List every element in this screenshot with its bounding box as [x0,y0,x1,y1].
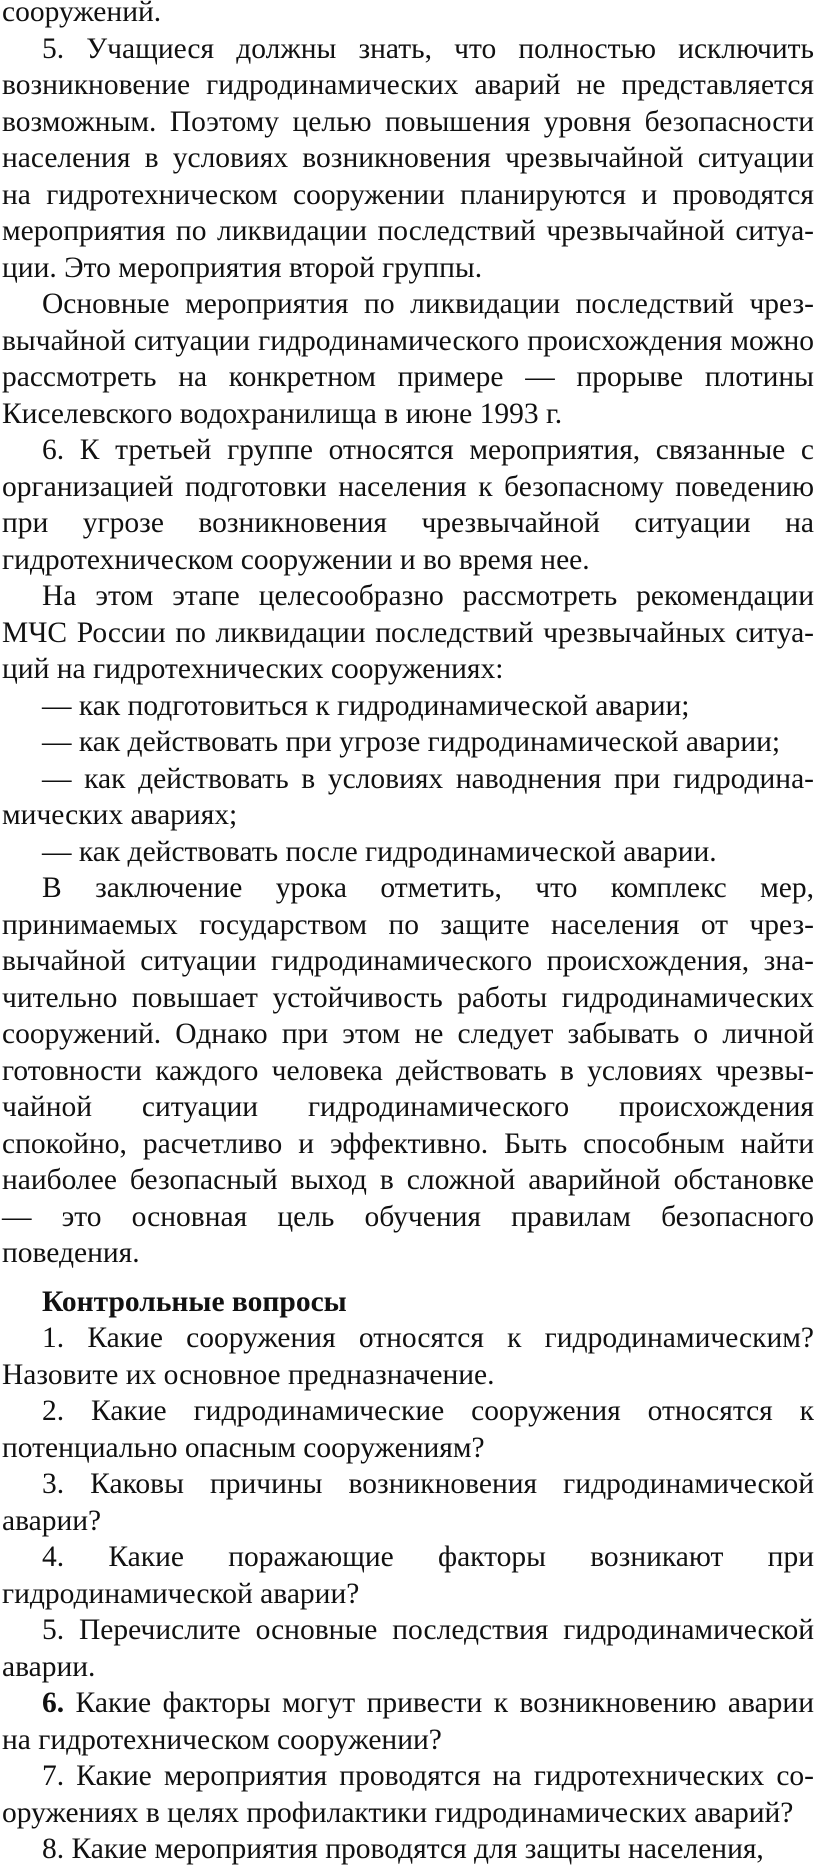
question-item [2,1685,814,1758]
question-item [2,1320,814,1393]
question-item [2,1466,814,1539]
question-text: Перечислите основные последствия гидродинамической аварии. [2,1614,814,1683]
list-item: — как подготовиться к гидродинамической аварии; [42,689,690,722]
question-item [2,1612,814,1685]
question-item [2,1758,814,1831]
question-text: Какие мероприятия проводятся для защиты населения, [64,1833,764,1865]
question-text: Какие сооружения относятся к гидродинамическим? Назовите их основное предназначение. [2,1322,814,1391]
question-text: Какие факторы могут привести к возникновению аварии на гидротехническом сооружении? [2,1687,814,1756]
question-number: 8. [42,1833,65,1865]
question-text: Каковы причины возникновения гидродинамической аварии? [2,1468,814,1537]
question-number: 2. [42,1395,65,1427]
question-number: 1. [42,1322,65,1354]
question-number: 6. [42,1687,65,1719]
list-item: — как действовать при угрозе гидродинамической аварии; [42,726,781,758]
question-number: 4. [42,1541,65,1573]
question-number: 7. [42,1760,65,1792]
question-number: 5. [42,1614,65,1646]
paragraph: сооружений. [2,0,162,28]
question-number: 3. [42,1468,65,1500]
list-item: — как действовать после гидродинамической аварии. [42,835,717,868]
question-item [2,1831,814,1868]
paragraph: В заключение урока отметить, что комплекс мер, принимаемых государством по защите населения от чрезвычайной ситуации гидродинамического происхождения, значительно повышает устойчивость работы гидродинамических сооружений. Однако при этом не следует забывать о личной готовности каждого человека действовать в условиях чрезвычайной ситуации гидродинамического происхождения спокойно, расчетливо и эффективно. Быть способным найти наиболее безопасный выход в сложной аварийной обстановке — это основная цель обучения правилам безопасного поведения. [2,872,814,1269]
question-item [2,1393,814,1466]
paragraph: Основные мероприятия по ликвидации последствий чрезвычайной ситуации гидродинамического происхождения можно рассмотреть на конкретном примере — прорыве плотины Киселевского водохранилища в июне 1993 г. [2,288,814,430]
question-text: Какие поражающие факторы возникают при гидродинамической аварии? [2,1541,814,1610]
question-text: Какие мероприятия проводятся на гидротехнических сооружениях в целях профилактики гидродинамических аварий? [2,1760,814,1829]
list-item: — как действовать в условиях наводнения при гидродинамических авариях; [2,762,814,831]
question-text: Какие гидродинамические сооружения относятся к потенциально опасным сооружениям? [2,1395,814,1464]
question-item [2,1539,814,1612]
section-heading: Контрольные вопросы [42,1285,347,1318]
paragraph: На этом этапе целесообразно рассмотреть рекомендации МЧС России по ликвидации последствий чрезвычайных ситуаций на гидротехнических сооружениях: [2,580,814,685]
paragraph: 5. Учащиеся должны знать, что полностью исключить возникновение гидродинамических аварий не представляется возможным. Поэтому целью повышения уровня безопасности населения в условиях возникновения чрезвычайной ситуации на гидротехническом сооружении планируются и проводятся мероприятия по ликвидации последствий чрезвычайной ситуации. Это мероприятия второй группы. [2,32,814,284]
paragraph: 6. К третьей группе относятся мероприятия, связанные с организацией подготовки населения к безопасному поведению при угрозе возникновения чрезвычайной ситуации на гидротехническом сооружении и во время нее. [2,434,814,576]
